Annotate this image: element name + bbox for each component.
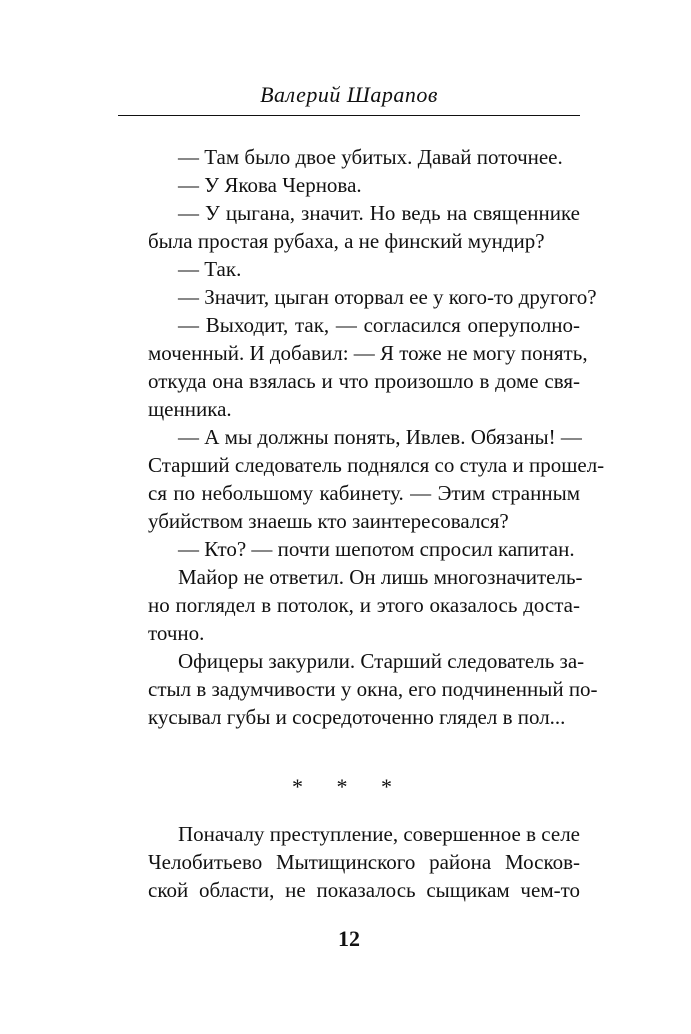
text-line: стыл в задумчивости у окна, его подчиненный по- bbox=[148, 677, 598, 701]
paragraph bbox=[118, 171, 580, 199]
paragraph bbox=[118, 423, 605, 535]
text-line: — Кто? — почти шепотом спросил капитан. bbox=[178, 537, 575, 561]
paragraph bbox=[118, 535, 580, 563]
text-line: ся по небольшому кабинету. — Этим странным bbox=[148, 481, 580, 505]
text-line: кусывал губы и сосредоточенно глядел в пол... bbox=[148, 705, 566, 729]
paragraph bbox=[118, 820, 580, 904]
text-line: — У цыгана, значит. Но ведь на священнике bbox=[178, 201, 580, 225]
paragraph bbox=[118, 143, 580, 171]
text-line: Майор не ответил. Он лишь многозначитель- bbox=[178, 565, 583, 589]
section-break: * * * bbox=[292, 774, 406, 799]
text-line: моченный. И добавил: — Я тоже не могу понять, bbox=[148, 341, 588, 365]
text-line: Офицеры закурили. Старший следователь за- bbox=[178, 649, 585, 673]
paragraph bbox=[118, 283, 597, 311]
text-line: щенника. bbox=[148, 397, 232, 421]
text-line: — Так. bbox=[178, 257, 242, 281]
text-line: — Выходит, так, — согласился оперуполно- bbox=[178, 313, 580, 337]
continuation-text-block bbox=[118, 820, 580, 904]
text-line: ской области, не показалось сыщикам чем-то bbox=[148, 878, 580, 902]
text-line: — У Якова Чернова. bbox=[178, 173, 362, 197]
text-line: Старший следователь поднялся со стула и прошел- bbox=[148, 453, 605, 477]
running-head: Валерий Шарапов bbox=[260, 82, 438, 107]
header-rule bbox=[118, 115, 580, 116]
paragraph bbox=[118, 199, 580, 255]
page-number: 12 bbox=[338, 926, 360, 951]
main-text-block bbox=[118, 143, 605, 731]
text-line: откуда она взялась и что произошло в доме свя- bbox=[148, 369, 580, 393]
text-line: — А мы должны понять, Ивлев. Обязаны! — bbox=[178, 425, 582, 449]
text-line: убийством знаешь кто заинтересовался? bbox=[148, 509, 509, 533]
paragraph bbox=[118, 563, 583, 647]
text-line: — Значит, цыган оторвал ее у кого-то другого? bbox=[178, 285, 597, 309]
paragraph bbox=[118, 255, 580, 283]
text-line: Челобитьево Мытищинского района Москов- bbox=[148, 850, 580, 874]
text-line: была простая рубаха, а не финский мундир? bbox=[148, 229, 545, 253]
paragraph bbox=[118, 311, 588, 423]
text-line: но поглядел в потолок, и этого оказалось доста- bbox=[148, 593, 580, 617]
text-line: — Там было двое убитых. Давай поточнее. bbox=[178, 145, 563, 169]
text-line: точно. bbox=[148, 621, 205, 645]
paragraph bbox=[118, 647, 598, 731]
text-line: Поначалу преступление, совершенное в селе bbox=[178, 822, 580, 846]
